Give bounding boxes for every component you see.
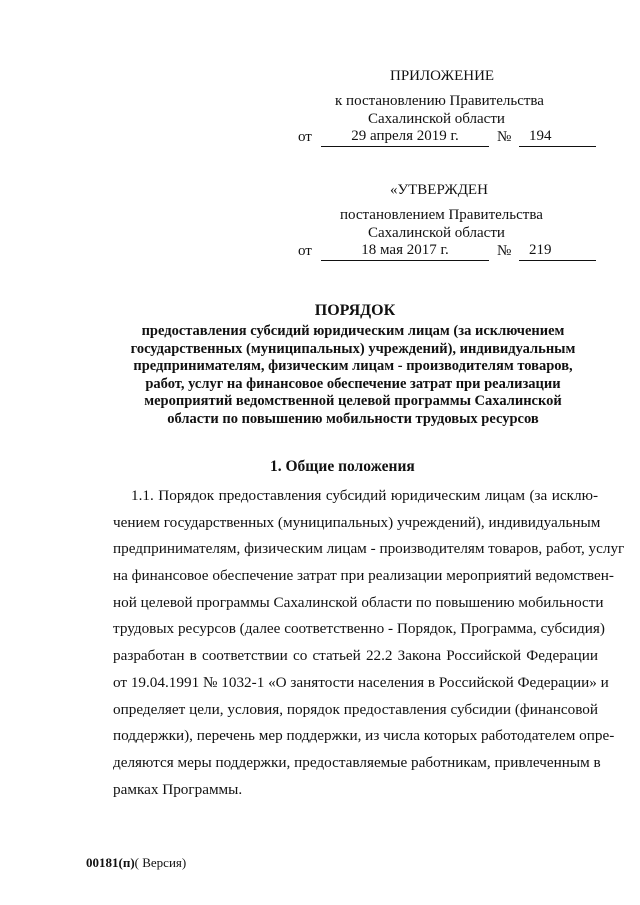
appendix-line1: к постановлению Правительства bbox=[335, 93, 544, 109]
appendix-number-label: № bbox=[497, 129, 512, 145]
approved-title: «УТВЕРЖДЕН bbox=[390, 182, 488, 198]
footer-version: ( Версия) bbox=[134, 855, 187, 870]
subtitle-line: государственных (муниципальных) учреждений), индивидуальным bbox=[130, 340, 576, 357]
paragraph-line: деляются меры поддержки, предоставляемые работникам, привлеченным в bbox=[113, 753, 601, 771]
appendix-number-value: 194 bbox=[529, 128, 552, 144]
document-title: ПОРЯДОК bbox=[314, 302, 396, 319]
approved-number-label: № bbox=[497, 243, 512, 259]
subtitle-line: предпринимателям, физическим лицам - производителям товаров, bbox=[133, 358, 573, 374]
approved-number-value: 219 bbox=[529, 242, 552, 258]
appendix-line2: Сахалинской области bbox=[368, 111, 505, 127]
paragraph-line: чением государственных (муниципальных) учреждений), индивидуальным bbox=[113, 513, 601, 531]
appendix-from-label: от bbox=[298, 129, 312, 145]
subtitle-line: предоставления субсидий юридическим лицам (за исключением bbox=[141, 323, 565, 339]
paragraph-line: 1.1. Порядок предоставления субсидий юридическим лицам (за исклю- bbox=[131, 487, 598, 504]
paragraph-line: от 19.04.1991 № 1032-1 «О занятости населения в Российской Федерации» и bbox=[113, 673, 609, 691]
paragraph-line: предпринимателям, физическим лицам - производителям товаров, работ, услуг bbox=[113, 540, 625, 558]
appendix-number bbox=[519, 128, 596, 147]
paragraph-line: трудовых ресурсов (далее соответственно - Порядок, Программа, субсидия) bbox=[113, 620, 605, 638]
approved-date: 18 мая 2017 г. bbox=[321, 242, 489, 261]
footer-code-text: 00181(п) bbox=[86, 855, 135, 870]
subtitle-line: работ, услуг на финансовое обеспечение затрат при реализации bbox=[145, 375, 561, 392]
approved-line1: постановлением Правительства bbox=[340, 207, 543, 223]
paragraph-line: поддержки), перечень мер поддержки, из числа которых работодателем опре- bbox=[113, 727, 615, 745]
paragraph-line: на финансовое обеспечение затрат при реализации мероприятий ведомствен- bbox=[113, 567, 614, 585]
appendix-date: 29 апреля 2019 г. bbox=[321, 128, 489, 147]
paragraph-line: определяет цели, условия, порядок предоставления субсидии (финансовой bbox=[113, 700, 598, 718]
section-title-text: 1. Общие положения bbox=[270, 458, 415, 475]
approved-from-label: от bbox=[298, 243, 312, 259]
footer-code bbox=[86, 855, 186, 871]
approved-number bbox=[519, 242, 596, 261]
paragraph-line: разработан в соответствии со статьей 22.2 Закона Российской Федерации bbox=[113, 647, 598, 665]
subtitle-line: мероприятий ведомственной целевой программы Сахалинской bbox=[144, 393, 562, 409]
paragraph-line: рамках Программы. bbox=[113, 780, 243, 798]
subtitle-line: области по повышению мобильности трудовых ресурсов bbox=[167, 410, 539, 427]
document-subtitle bbox=[118, 323, 588, 428]
appendix-title: ПРИЛОЖЕНИЕ bbox=[390, 68, 495, 84]
approved-line2: Сахалинской области bbox=[368, 225, 505, 241]
paragraph-line: ной целевой программы Сахалинской области по повышению мобильности bbox=[113, 593, 604, 611]
section-paragraph bbox=[113, 483, 625, 803]
